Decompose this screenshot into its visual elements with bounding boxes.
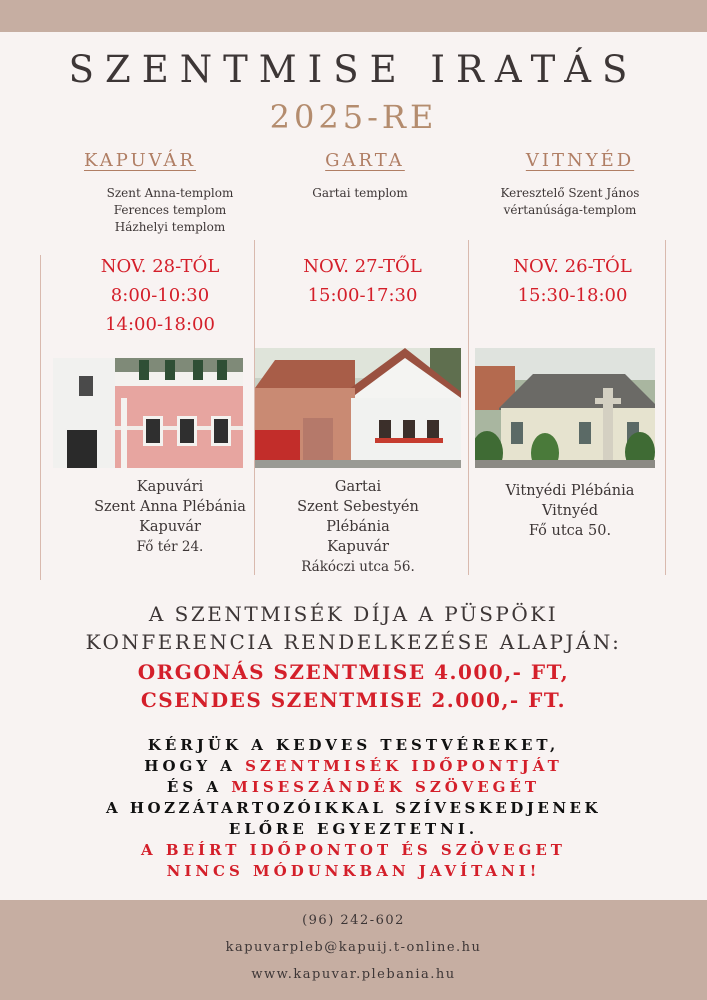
schedule-vitnyed (475, 252, 670, 310)
fee-line-2: KONFERENCIA RENDELKEZÉSE ALAPJÁN: (85, 630, 622, 654)
contact-email: kapuvarpleb@kapuij.t-online.hu (225, 940, 482, 955)
contact-website: www.kapuvar.plebania.hu (251, 967, 456, 982)
fee-line-1: A SZENTMISÉK DÍJA A PÜSPÖKI (148, 602, 559, 626)
address-line: Vitnyédi Plébánia (505, 483, 635, 499)
photo-garta-parish (255, 348, 461, 468)
address-line: Vitnyéd (541, 503, 599, 519)
church-name: Gartai templom (312, 186, 408, 200)
address-line: Szent Sebestyén (297, 499, 419, 515)
request-line-5: ELŐRE EGYEZTETNI. (228, 820, 479, 838)
church-list-vitnyed (470, 185, 670, 219)
top-band (0, 0, 707, 32)
address-line: Rákóczi utca 56. (301, 559, 415, 575)
request-line-4: A HOZZÁTARTOZÓIKKAL SZÍVESKEDJENEK (105, 799, 602, 817)
city-vitnyed: VITNYÉD (525, 150, 635, 171)
schedule-kapuvar (60, 252, 260, 339)
time-range: 14:00-18:00 (105, 314, 215, 335)
address-line: Gartai (334, 479, 382, 495)
request-line-6: A BEÍRT IDŐPONTOT ÉS SZÖVEGET (141, 841, 566, 859)
address-line: Fő tér 24. (136, 539, 204, 555)
photo-kapuvar-parish (53, 358, 243, 468)
church-name: Ferences templom (113, 203, 227, 217)
address-line: Plébánia (326, 519, 390, 535)
request-highlight: MISESZÁNDÉK SZÖVEGÉT (231, 778, 541, 796)
start-date: NOV. 27-TŐL (303, 256, 422, 277)
photo-vitnyed-parish (475, 348, 655, 468)
main-subtitle: 2025-RE (269, 98, 438, 136)
church-name: Házhelyi templom (114, 220, 226, 234)
city-kapuvar: KAPUVÁR (83, 150, 196, 171)
schedule-garta (265, 252, 460, 310)
request-text: HOGY A (144, 757, 246, 775)
request-line-1: KÉRJÜK A KEDVES TESTVÉREKET, (147, 736, 560, 754)
start-date: NOV. 26-TÓL (513, 256, 632, 277)
address-vitnyed (470, 481, 670, 541)
address-garta (255, 477, 461, 577)
church-name: vértanúsága-templom (503, 203, 637, 217)
city-garta: GARTA (325, 150, 405, 171)
address-line: Kapuvári (136, 479, 204, 495)
address-line: Kapuvár (139, 519, 201, 535)
time-range: 8:00-10:30 (110, 285, 210, 306)
fee-price-organ: ORGONÁS SZENTMISE 4.000,- FT, (137, 660, 570, 684)
contact-phone: (96) 242-602 (302, 913, 405, 928)
main-title: SZENTMISE IRATÁS (68, 48, 639, 91)
request-text: ÉS A (166, 778, 232, 796)
address-line: Fő utca 50. (528, 523, 612, 539)
church-name: Szent Anna-templom (106, 186, 234, 200)
column-divider (468, 240, 469, 575)
church-name: Keresztelő Szent János (500, 186, 640, 200)
start-date: NOV. 28-TÓL (100, 256, 220, 277)
request-line-7: NINCS MÓDUNKBAN JAVÍTANI! (166, 862, 541, 880)
address-line: Szent Anna Plébánia (94, 499, 246, 515)
time-range: 15:00-17:30 (307, 285, 418, 306)
church-list-garta (260, 185, 460, 202)
address-line: Kapuvár (327, 539, 389, 555)
fee-price-silent: CSENDES SZENTMISE 2.000,- FT. (140, 688, 567, 712)
request-line-2 (0, 757, 707, 775)
request-highlight: SZENTMISÉK IDŐPONTJÁT (245, 757, 563, 775)
time-range: 15:30-18:00 (517, 285, 628, 306)
request-line-3 (0, 778, 707, 796)
